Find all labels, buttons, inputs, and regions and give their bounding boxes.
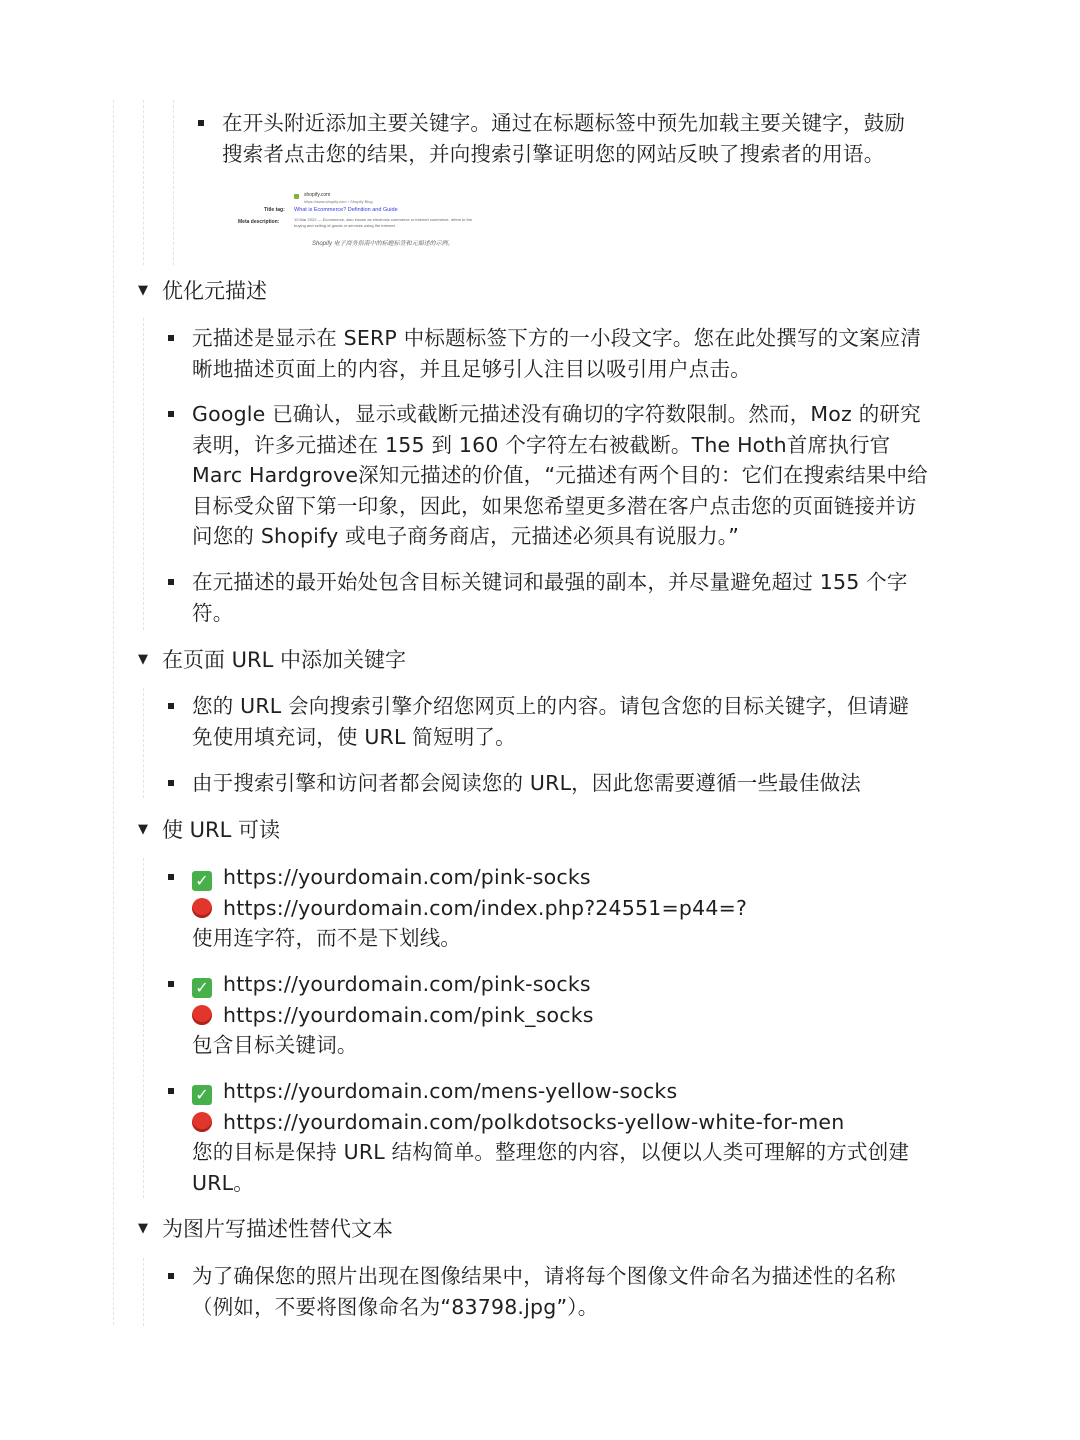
- list-item-text: 搜索者点击您的结果，并向搜索引擎证明您的网站反映了搜索者的用语。: [222, 141, 885, 166]
- bullet: [168, 1273, 174, 1279]
- list-item-text: Google 已确认，显示或截断元描述没有确切的字符数限制。然而，Moz 的研究: [192, 402, 921, 426]
- list-item-text: 为了确保您的照片出现在图像结果中，请将每个图像文件命名为描述性的名称: [192, 1264, 896, 1288]
- toggle-heading: 优化元描述: [162, 279, 267, 303]
- indent-guide: [143, 858, 144, 1198]
- bullet: [168, 1088, 174, 1094]
- bad-url: https://yourdomain.com/index.php?24551=p44=?: [223, 895, 748, 920]
- indent-guide: [143, 1258, 144, 1326]
- toggle-heading: 为图片写描述性替代文本: [162, 1217, 393, 1241]
- list-item-text: 在开头附近添加主要关键字。通过在标题标签中预先加载主要关键字，鼓励: [222, 111, 906, 135]
- list-item-text: 免使用填充词，使 URL 简短明了。: [192, 724, 516, 749]
- thumb-title-label: Title tag:: [264, 207, 285, 213]
- thumb-meta-value: 10 Mar 2022 — Ecommerce, also known as electronic commerce or internet commerce, refers to the buying and selling of goods or services using the internet.: [294, 217, 473, 228]
- good-url: https://yourdomain.com/pink-socks: [223, 865, 591, 889]
- list-item-text: 表明，许多元描述在 155 到 160 个字符左右被截断。The Hoth首席执行官: [192, 432, 891, 457]
- check-mark-button-icon: ✓: [192, 871, 212, 891]
- list-item: [168, 691, 958, 752]
- bullet: [168, 874, 174, 880]
- toggle-heading: 在页面 URL 中添加关键字: [162, 648, 407, 672]
- favicon-icon: [294, 194, 299, 199]
- good-url-line: [192, 862, 958, 893]
- list-item-text: 元描述是显示在 SERP 中标题标签下方的一小段文字。您在此处撰写的文案应清: [192, 326, 922, 350]
- bad-url-line: [192, 1000, 958, 1031]
- triangle-down-icon[interactable]: ▼: [138, 1221, 148, 1236]
- good-url-line: [192, 969, 958, 1000]
- url-note: URL。: [192, 1170, 254, 1195]
- indent-guide: [143, 688, 144, 798]
- list-item-text: 由于搜索引擎和访问者都会阅读您的 URL，因此您需要遵循一些最佳做法: [192, 771, 861, 795]
- url-note: 您的目标是保持 URL 结构简单。整理您的内容，以便以人类可理解的方式创建: [192, 1140, 910, 1164]
- indent-guide: [173, 100, 174, 265]
- stop-sign-icon: [192, 1005, 212, 1025]
- list-item-text: 在元描述的最开始处包含目标关键词和最强的副本，并尽量避免超过 155 个字: [192, 570, 908, 594]
- list-item-text: 晰地描述页面上的内容，并且足够引人注目以吸引用户点击。: [192, 356, 751, 381]
- list-item: [168, 768, 958, 799]
- url-example-item: [168, 969, 958, 1061]
- bullet: [198, 120, 204, 126]
- list-item-text: 符。: [192, 600, 234, 625]
- bad-url-line: [192, 893, 958, 924]
- bad-url: https://yourdomain.com/polkdotsocks-yellow-white-for-men: [223, 1109, 845, 1134]
- list-item-text: （例如，不要将图像命名为“83798.jpg”）。: [192, 1294, 599, 1319]
- stop-sign-icon: [192, 898, 212, 918]
- check-mark-button-icon: ✓: [192, 1085, 212, 1105]
- list-item: [168, 1261, 958, 1322]
- thumb-url: https://www.shopify.com › Shopify Blog: [304, 199, 373, 204]
- bullet: [168, 703, 174, 709]
- triangle-down-icon[interactable]: ▼: [138, 822, 148, 837]
- bad-url-line: [192, 1107, 958, 1138]
- bullet: [168, 780, 174, 786]
- list-item-text: Marc Hardgrove深知元描述的价值，“元描述有两个目的：它们在搜索结果中给: [192, 463, 928, 487]
- good-url-line: [192, 1076, 958, 1107]
- triangle-down-icon[interactable]: ▼: [138, 283, 148, 298]
- indent-guide: [143, 100, 144, 265]
- bullet: [168, 411, 174, 417]
- serp-example-image: [232, 186, 486, 254]
- good-url: https://yourdomain.com/pink-socks: [223, 972, 591, 996]
- bullet: [168, 335, 174, 341]
- indent-guide: [143, 318, 144, 630]
- bullet: [168, 579, 174, 585]
- list-item-text: 问您的 Shopify 或电子商务商店，元描述必须具有说服力。”: [192, 524, 740, 548]
- good-url: https://yourdomain.com/mens-yellow-socks: [223, 1079, 678, 1103]
- list-item: [168, 323, 958, 384]
- thumb-site: shopify.com: [304, 192, 331, 198]
- thumb-title-value: What is Ecommerce? Definition and Guide: [294, 207, 398, 213]
- bullet: [168, 981, 174, 987]
- url-example-item: [168, 1076, 958, 1198]
- thumb-caption: Shopify 电子商务指南中的标题标签和元描述的示例。: [312, 241, 454, 247]
- check-mark-button-icon: ✓: [192, 978, 212, 998]
- list-item: [168, 399, 958, 552]
- url-note: 使用连字符，而不是下划线。: [192, 926, 462, 950]
- list-item-text: 目标受众留下第一印象，因此，如果您希望更多潜在客户点击您的页面链接并访: [192, 493, 917, 518]
- list-item: [198, 108, 958, 169]
- triangle-down-icon[interactable]: ▼: [138, 652, 148, 667]
- thumb-meta-label: Meta description:: [238, 219, 280, 225]
- stop-sign-icon: [192, 1112, 212, 1132]
- url-example-item: [168, 862, 958, 954]
- url-note: 包含目标关键词。: [192, 1033, 358, 1057]
- bad-url: https://yourdomain.com/pink_socks: [223, 1002, 594, 1027]
- toggle-heading: 使 URL 可读: [162, 818, 281, 842]
- list-item-text: 您的 URL 会向搜索引擎介绍您网页上的内容。请包含您的目标关键字，但请避: [192, 694, 910, 718]
- indent-guide: [113, 100, 114, 1325]
- list-item: [168, 567, 958, 628]
